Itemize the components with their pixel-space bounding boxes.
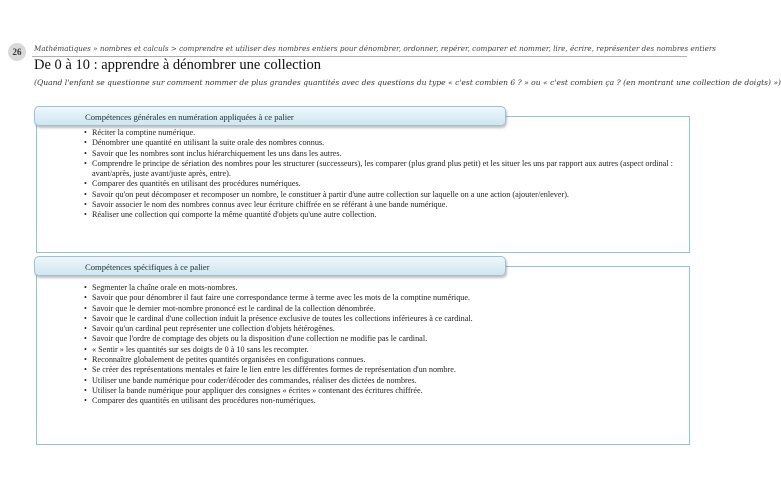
page-number-badge: 26 xyxy=(8,43,26,61)
list-item: • Dénombrer une quantité en utilisant la suite orale des nombres connus. xyxy=(86,138,682,148)
section-general-header: Compétences générales en numération appliquées à ce palier xyxy=(34,106,506,126)
section-specific-header: Compétences spécifiques à ce palier xyxy=(34,256,506,276)
breadcrumb: Mathématiques » nombres et calculs > comprendre et utiliser des nombres entiers pour dénombrer, ordonner, repérer, comparer et nommer, lire, écrire, représenter des nombres entiers xyxy=(34,44,716,53)
list-item: • Savoir associer le nom des nombres connus avec leur écriture chiffrée en se référant à une bande numérique. xyxy=(86,200,682,210)
list-item: • Comparer des quantités en utilisant des procédures numériques. xyxy=(86,179,682,189)
list-item: • Reconnaître globalement de petites quantités organisées en configurations connues. xyxy=(86,355,682,365)
section-general-list xyxy=(86,128,682,221)
page-subtitle: (Quand l'enfant se questionne sur comment nommer de plus grandes quantités avec des questions du type « c'est combien 6 ? » ou « c'est combien ça ? (en montrant une collection de doigts) ») xyxy=(34,78,781,87)
list-item: • Savoir que le dernier mot-nombre prononcé est le cardinal de la collection dénombrée. xyxy=(86,304,682,314)
section-specific-list xyxy=(86,283,682,407)
list-item: • Réaliser une collection qui comporte la même quantité d'objets qu'une autre collection. xyxy=(86,210,682,220)
list-item: • Savoir que les nombres sont inclus hiérarchiquement les uns dans les autres. xyxy=(86,149,682,159)
list-item: • Savoir que le cardinal d'une collection induit la présence exclusive de toutes les collections inférieures à ce cardinal. xyxy=(86,314,682,324)
list-item: • « Sentir » les quantités sur ses doigts de 0 à 10 sans les recompter. xyxy=(86,345,682,355)
page-title: De 0 à 10 : apprendre à dénombrer une collection xyxy=(34,57,322,73)
list-item: • Savoir qu'un cardinal peut représenter une collection d'objets hétérogènes. xyxy=(86,324,682,334)
list-item: • Réciter la comptine numérique. xyxy=(86,128,682,138)
list-item: • Utiliser la bande numérique pour appliquer des consignes « écrites » contenant des écritures chiffrée. xyxy=(86,386,682,396)
list-item: • Savoir que l'ordre de comptage des objets ou la disposition d'une collection ne modifie pas le cardinal. xyxy=(86,334,682,344)
list-item: • Utiliser une bande numérique pour coder/décoder des commandes, réaliser des dictées de nombres. xyxy=(86,376,682,386)
list-item: • Savoir que pour dénombrer il faut faire une correspondance terme à terme avec les mots de la comptine numérique. xyxy=(86,293,682,303)
list-item: • Savoir qu'on peut décomposer et recomposer un nombre, le constituer à partir d'une autre collection sur laquelle on a une action (ajouter/enlever). xyxy=(86,190,682,200)
list-item: • Comprendre le principe de sériation des nombres pour les structurer (successeurs), les comparer (plus grand plus petit) et les situer les uns par rapport aux autres (aspect ordinal : avant/après, juste avant/juste après, entre). xyxy=(86,159,682,180)
list-item: • Se créer des représentations mentales et faire le lien entre les différentes formes de représentation d'un nombre. xyxy=(86,365,682,375)
list-item: • Comparer des quantités en utilisant des procédures non-numériques. xyxy=(86,396,682,406)
list-item: • Segmenter la chaîne orale en mots-nombres. xyxy=(86,283,682,293)
